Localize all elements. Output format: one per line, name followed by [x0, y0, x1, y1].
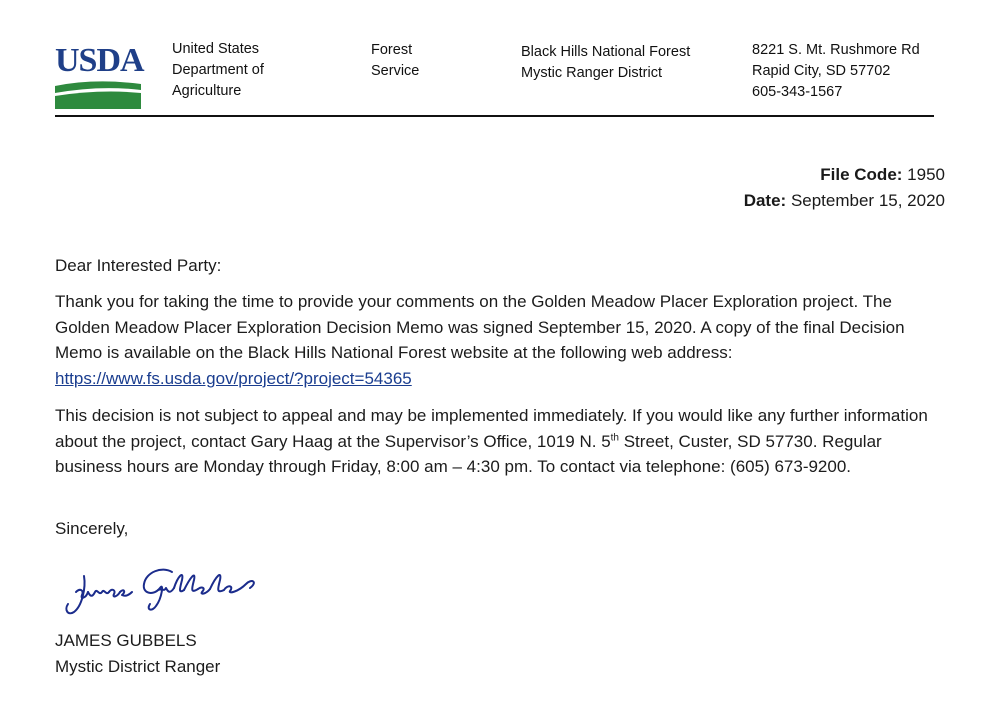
paragraph-2-body-a: This decision is not subject to appeal and may be implemented immediately. If you would like any further information about the project, contact Gary Haag at the Supervisor’s Office, 1019 N. 5	[55, 406, 928, 451]
address-line: 8221 S. Mt. Rushmore Rd	[752, 42, 920, 58]
agency-line: Department of	[172, 62, 264, 78]
salutation	[55, 253, 950, 279]
unit-line: Black Hills National Forest	[521, 44, 691, 60]
paragraph-2-text	[55, 403, 950, 480]
paragraph-1	[55, 289, 950, 391]
service-line: Service	[371, 63, 420, 79]
closing	[55, 516, 950, 542]
paragraph-1-body: Thank you for taking the time to provide your comments on the Golden Meadow Placer Exploration project. The Golden Meadow Placer Exploration Decision Memo was signed September 15, 2020. A copy of the final Decision Memo is available on the Black Hills National Forest website at the following web address:	[55, 292, 905, 362]
address-line: Rapid City, SD 57702	[752, 63, 891, 79]
service-name	[371, 40, 419, 82]
paragraph-1-text	[55, 289, 950, 391]
file-code	[820, 165, 945, 185]
file-code-value: 1950	[907, 165, 945, 184]
office-address	[752, 40, 920, 103]
service-line: Forest	[371, 42, 413, 58]
decision-memo-link[interactable]: https://www.fs.usda.gov/project/?project=54365	[55, 368, 412, 388]
usda-logo-text: USDA	[55, 42, 144, 79]
address-line: 605-343-1567	[752, 84, 843, 100]
handwritten-signature	[62, 562, 267, 624]
letter-date	[744, 191, 945, 211]
signer-block	[55, 628, 950, 679]
signer-title: Mystic District Ranger	[55, 656, 221, 676]
unit-name	[521, 42, 690, 84]
letterhead-divider	[55, 115, 934, 117]
agency-line: Agriculture	[172, 83, 242, 99]
date-label: Date:	[743, 191, 787, 210]
usda-logo	[55, 42, 144, 110]
closing-text: Sincerely,	[55, 519, 129, 538]
paragraph-2	[55, 403, 950, 480]
date-value: September 15, 2020	[790, 191, 945, 210]
signer-name: JAMES GUBBELS	[55, 631, 197, 650]
agency-name	[172, 39, 264, 102]
usda-logo-hills-icon	[55, 79, 141, 109]
unit-line: Mystic Ranger District	[521, 65, 662, 81]
salutation-text: Dear Interested Party:	[55, 256, 222, 275]
ordinal-suffix: th	[610, 431, 619, 443]
paragraph-2-body-b: Street, Custer, SD 57730. Regular business hours are Monday through Friday, 8:00 am – 4:30 pm. To contact via telephone: (605) 673-9200.	[55, 431, 882, 476]
file-code-label: File Code:	[820, 165, 903, 184]
agency-line: United States	[172, 41, 260, 57]
